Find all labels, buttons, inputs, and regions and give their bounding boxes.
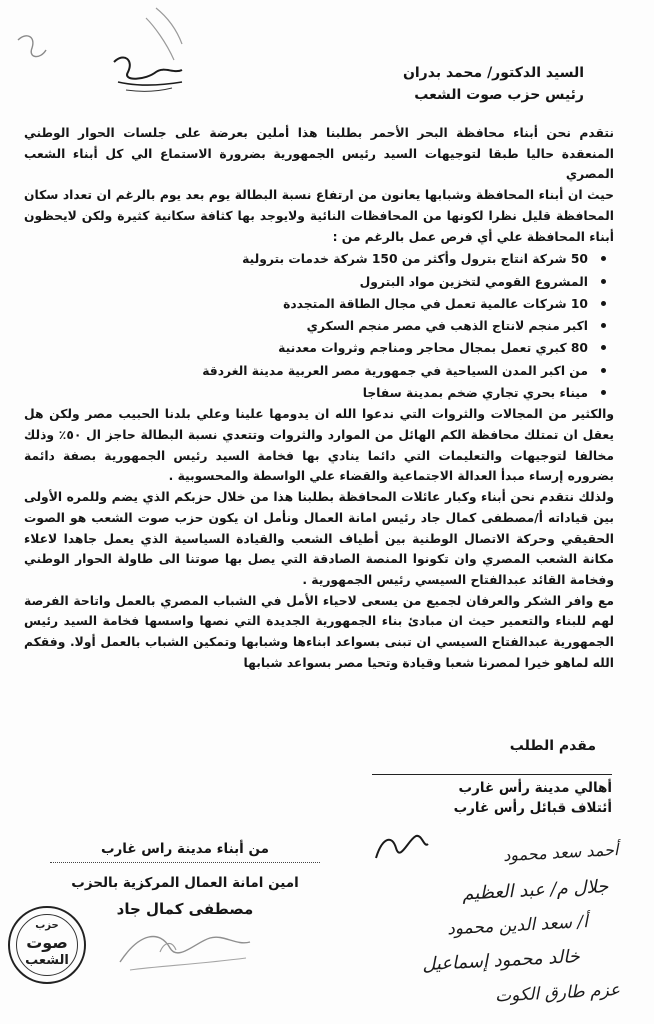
sender-origin: من أبناء مدينة راس غارب bbox=[100, 841, 270, 857]
list-item: 50 شركة انتاج بترول وأكثر من 150 شركة خدمات بترولية bbox=[24, 248, 588, 270]
closing-paragraph: مع وافر الشكر والعرفان لجميع من يسعى لاحياء الأمل في الشباب المصري بالعمل واتاحة الفرصة لهم للبناء والتعمير حيث ان مبادئ بناء الجمهورية الجديدة التي نصها واسسها فخامة السيد رئيس الجمهورية عبدالفتاح السيسي ان تبنى بسواعد ابناءها وشبابها وتمكين الشباب بالعمل أولا. وفقكم الله لماهو خيرا لمصرنا شعبا وقيادة وتحيا مصر بسواعد شبابها bbox=[24, 593, 614, 670]
resources-list bbox=[24, 248, 614, 404]
top-scribble-signature bbox=[6, 2, 196, 112]
residents-divider bbox=[372, 774, 612, 775]
list-item: من اكبر المدن السياحية في جمهورية مصر العربية مدينة الغردقة bbox=[24, 360, 588, 382]
stamp-line-3: الشعب bbox=[25, 953, 69, 968]
sender-name: مصطفى كمال جاد bbox=[116, 900, 254, 918]
stamp-line-1: حزب bbox=[35, 920, 59, 931]
addressee-position: رئيس حزب صوت الشعب bbox=[414, 87, 584, 103]
addressee-title: السيد الدكتور/ محمد بدران bbox=[402, 65, 584, 81]
list-item: ميناء بحري تجاري ضخم بمدينة سفاجا bbox=[24, 382, 588, 404]
residents-line-2: أئتلاف قبائل رأس غارب bbox=[453, 800, 612, 816]
list-item: 80 كبري تعمل بمجال محاجر ومناجم وثروات معدنية bbox=[24, 337, 588, 359]
signature-name-1: أحمد سعد محمود bbox=[502, 840, 619, 866]
residents-block bbox=[372, 774, 612, 818]
list-item: اكبر منجم لانتاج الذهب في مصر منجم السكري bbox=[24, 315, 588, 337]
sender-signature bbox=[100, 912, 260, 982]
addressee-block bbox=[254, 62, 584, 106]
signature-name-2: جلال م/ عبد العظيم bbox=[461, 876, 609, 905]
signature-name-3: أ/ سعد الدين محمود bbox=[446, 912, 589, 940]
list-item: المشروع القومي لتخزين مواد البترول bbox=[24, 271, 588, 293]
residents-line-1: أهالي مدينة رأس غارب bbox=[458, 780, 612, 796]
signature-scribble bbox=[372, 828, 432, 868]
list-item: 10 شركات عالمية تعمل في مجال الطاقة المتجددة bbox=[24, 293, 588, 315]
unemployment-paragraph: حيث ان أبناء المحافظة وشبابها يعانون من ارتفاع نسبة البطالة يوم بعد يوم بالرغم ان تعداد سكان المحافظة قليل نظرا لكونها من المحافظات النائية ولايوجد بها كثافة سكانية كثيرة ولكن لايحظون أبناء المحافظة علي أي فرص عمل بالرغم من : bbox=[24, 188, 614, 244]
nomination-paragraph: ولذلك نتقدم نحن أبناء وكبار عائلات المحافظة بطلبنا هذا من خلال حزبكم الذي يضم وللمره الأولى بين قياداته أ/مصطفى كمال جاد رئيس امانة العمال ونأمل ان يكون حزب صوت الشعب هو الصوت الحقيقي وحركة الاتصال الوطنية بين أطياف الشعب والقيادة السياسية الذي يعمل جاهدا لاعلاء مكانة الشعب المصري وان تكونوا المنصة الصادقة التي يصل بها صوتنا الى طاولة الحوار الوطني وفخامة القائد عبدالفتاح السيسي رئيس الجمهورية . bbox=[24, 490, 614, 587]
party-stamp bbox=[8, 906, 86, 984]
signature-name-5: عزم طارق الكوت bbox=[494, 980, 621, 1007]
intro-paragraph: نتقدم نحن أبناء محافظة البحر الأحمر بطلبنا هذا أملين بعرضة على جلسات الحوار الوطني المنعقدة حاليا طبقا لتوجيهات السيد رئيس الجمهورية بضرورة الاستماع الي كل أبناء الشعب المصري bbox=[24, 126, 614, 182]
handwritten-signatures bbox=[332, 828, 632, 1024]
stamp-line-2: صوت bbox=[26, 933, 68, 952]
left-sender-block bbox=[40, 836, 330, 922]
signature-name-4: خالد محمود إسماعيل bbox=[421, 946, 581, 976]
requester-label: مقدم الطلب bbox=[509, 738, 596, 754]
letter-body bbox=[24, 123, 614, 673]
resources-paragraph: والكثير من المجالات والثروات التي ندعوا الله ان يدومها علينا وعلي بلدنا الحبيب مصر ولكن هل يعقل ان تمتلك محافظة الكم الهائل من الموارد والثروات وتتعدي نسبة البطالة حاجز ال ٥٠٪ وذلك مخالفا لتوجيهات والتعليمات التي دائما ينادي بها فخامة السيد رئيس الجمهورية بصفة دائمة بضروره إرساء مبدأ العدالة الاجتماعية والقضاء علي الواسطة والمحسوبية . bbox=[24, 407, 614, 484]
sender-divider bbox=[50, 862, 320, 864]
sender-role: امين امانة العمال المركزية بالحزب bbox=[71, 875, 299, 891]
